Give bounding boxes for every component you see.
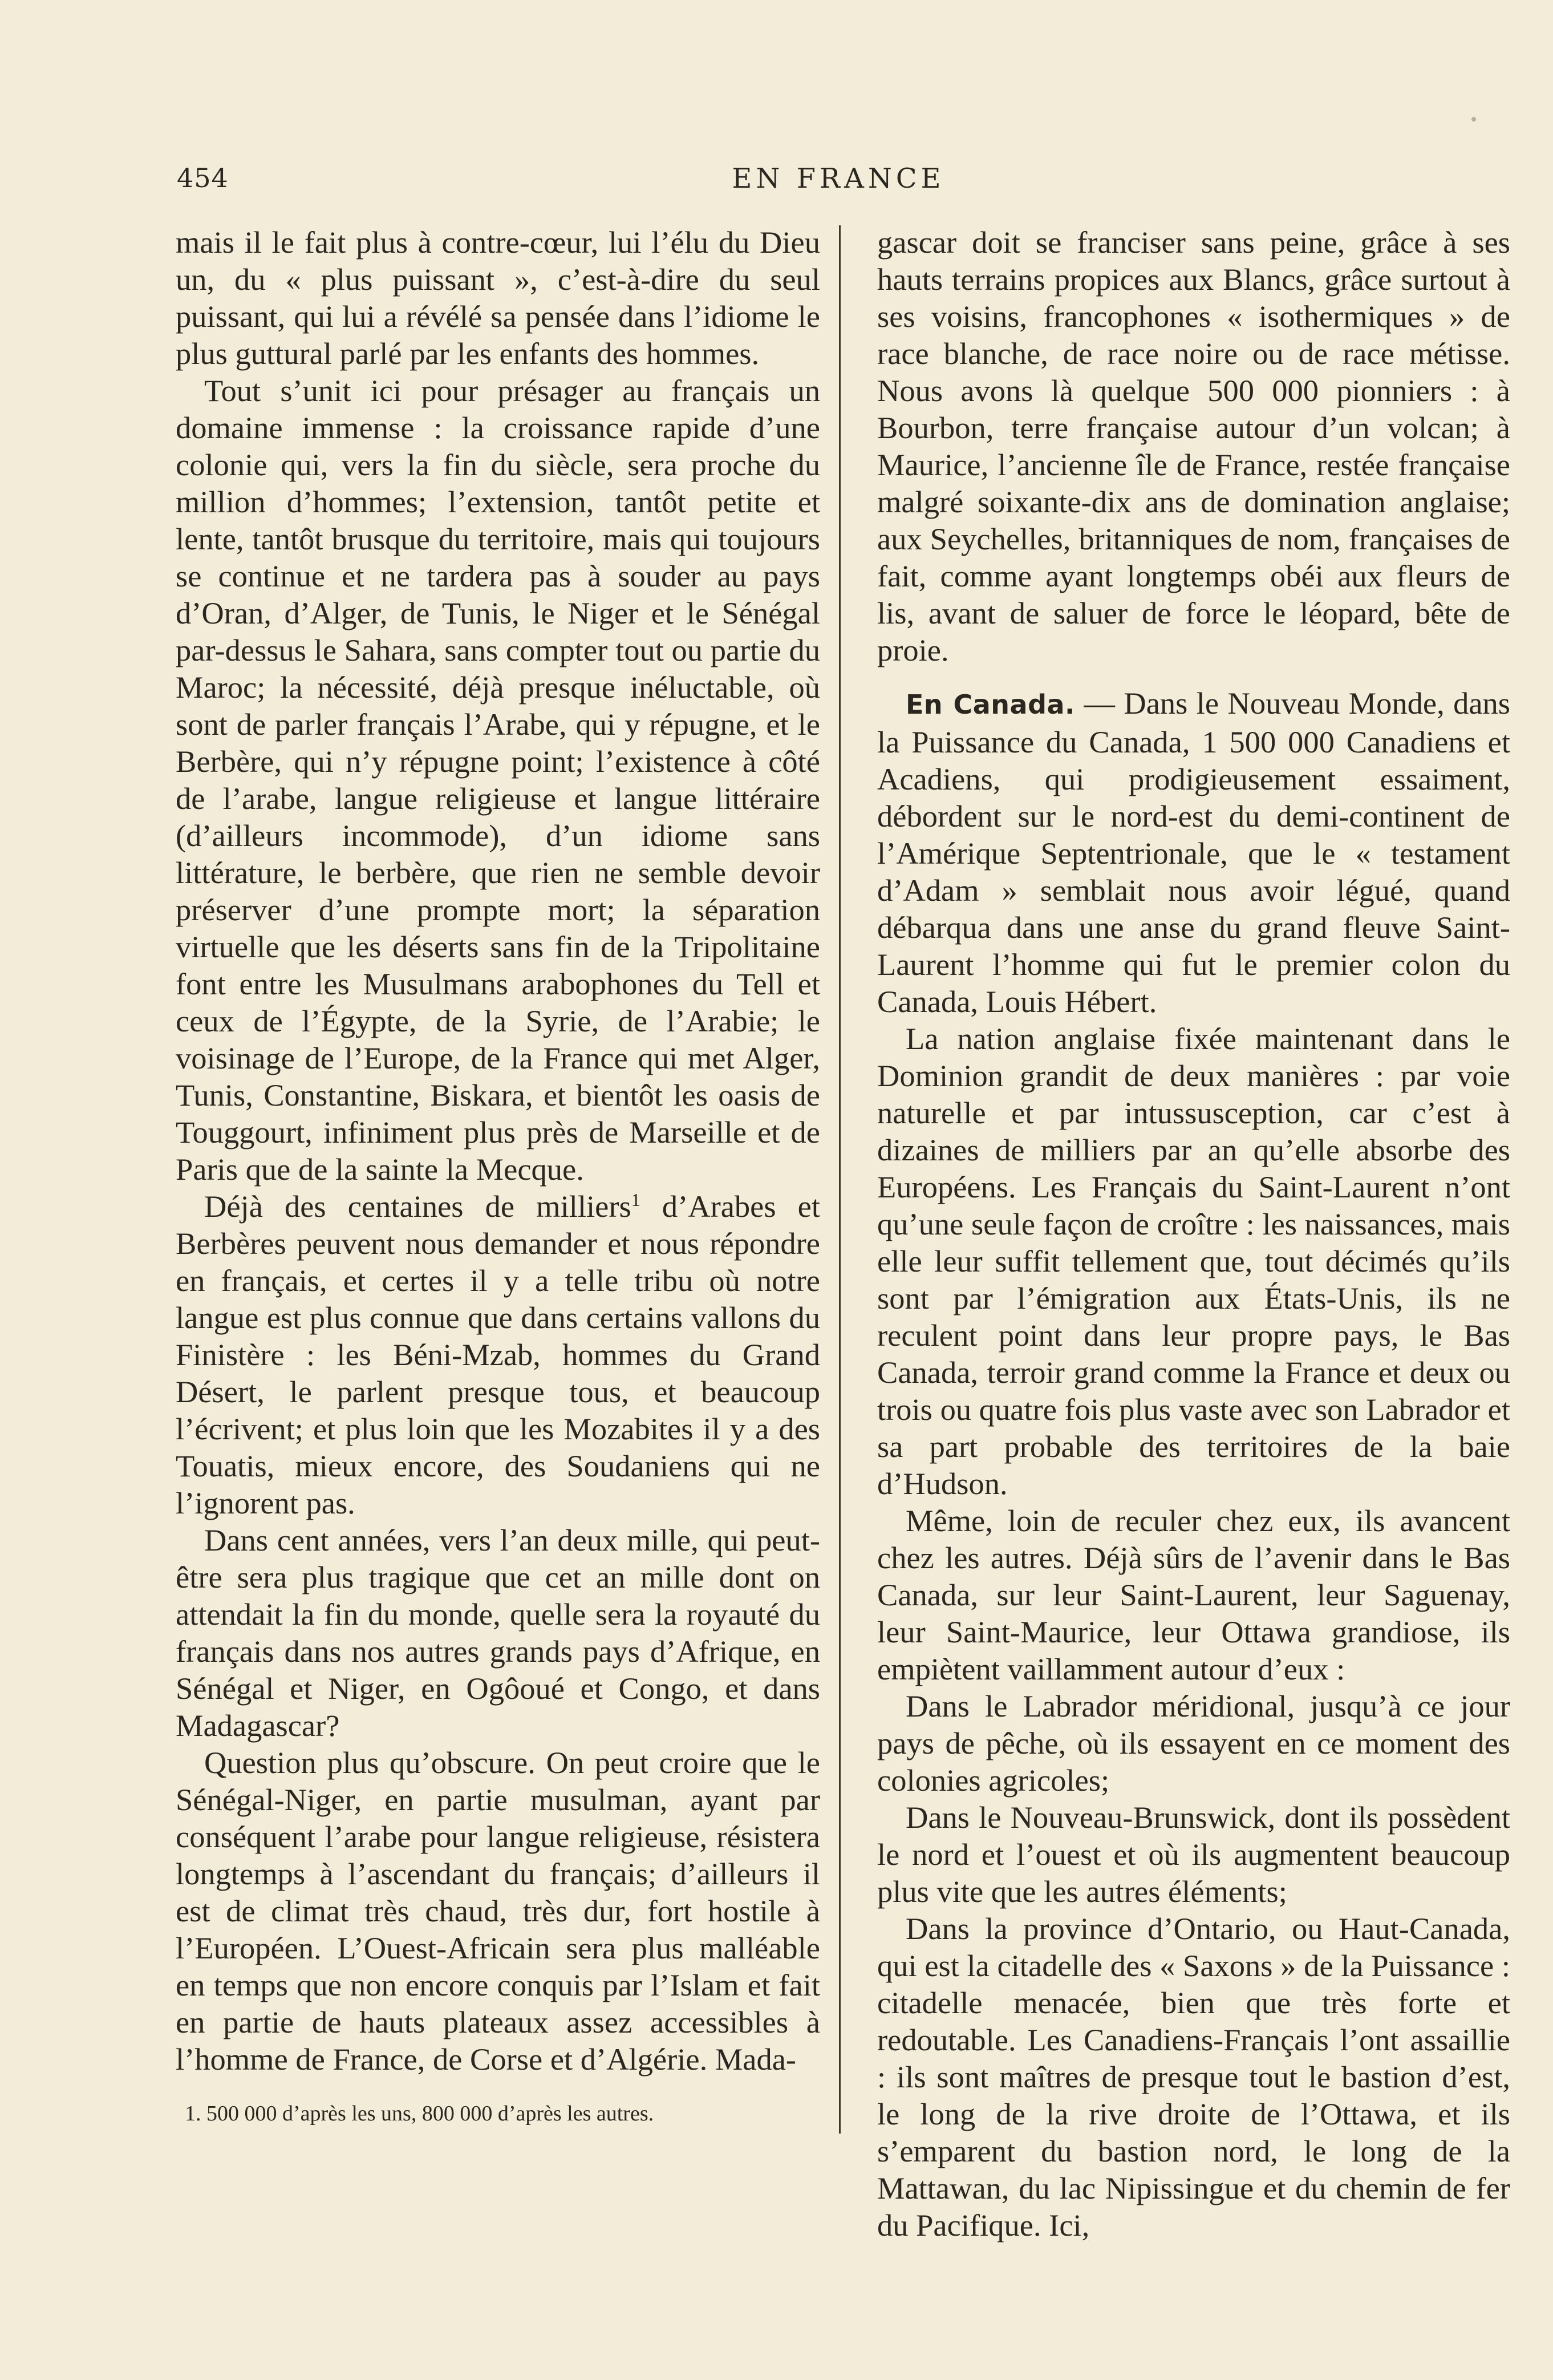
paragraph: Dans le Labrador méridional, jusqu’à ce jour pays de pêche, où ils essayent en ce moment des colonies agricoles; — [877, 1689, 1510, 1798]
paragraph-rest: d’Arabes et Berbères peuvent nous demander et nous répondre en français, et certes il y a telle tribu où notre langue est plus connue que dans certains vallons du Finistère : les Béni-Mzab, hommes du Grand Désert, le parlent presque tous, et beaucoup l’écrivent; et plus loin que les Mozabites il y a des Touatis, mieux encore, des Soudaniens qui ne l’ignorent pas. — [176, 1189, 821, 1520]
paragraph: gascar doit se franciser sans peine, grâce à ses hauts terrains propices aux Blancs, grâce surtout à ses voisins, francophones « isothermiques » de race blanche, de race noire ou de race métisse. Nous avons là quelque 500 000 pionniers : à Bourbon, terre française autour d’un volcan; à Maurice, l’ancienne île de France, restée française malgré soixante-dix ans de domination anglaise; aux Seychelles, britanniques de nom, françaises de fait, comme ayant longtemps obéi aux fleurs de lis, avant de saluer de force le léopard, bête de proie. — [877, 225, 1510, 667]
page-number: 454 — [177, 163, 229, 193]
paragraph: Dans cent années, vers l’an deux mille, qui peut-être sera plus tragique que cet an mille dont on attendait la fin du monde, quelle sera la royauté du français dans nos autres grands pays d’Afrique, en Sénégal et Niger, en Ogôoué et Congo, et dans Madagascar? — [176, 1523, 820, 1743]
paragraph: Tout s’unit ici pour présager au français un domaine immense : la croissance rapide d’une colonie qui, vers la fin du siècle, sera proche du million d’hommes; l’extension, tantôt petite et lente, tantôt brusque du territoire, mais qui toujours se continue et ne tardera pas à souder au pays d’Oran, d’Alger, de Tunis, le Niger et le Sénégal par-dessus le Sahara, sans compter tout ou partie du Maroc; la nécessité, déjà presque inéluctable, où sont de parler français l’Arabe, qui y répugne, et le Berbère, qui n’y répugne point; l’existence à côté de l’arabe, langue religieuse et langue littéraire (d’ailleurs incommode), d’un idiome sans littérature, le berbère, que rien ne semble devoir préserver d’une prompte mort; la séparation virtuelle que les déserts sans fin de la Tripolitaine font entre les Musulmans arabophones du Tell et ceux de l’Égypte, de la Syrie, de l’Arabie; le voisinage de l’Europe, de la France qui met Alger, Tunis, Constantine, Biskara, et bientôt les oasis de Touggourt, infiniment plus près de Marseille et de Paris que de la sainte la Mecque. — [176, 373, 820, 1187]
paragraph: Question plus qu’obscure. On peut croire que le Sénégal-Niger, en partie musulman, ayant par conséquent l’arabe pour langue religieuse, résistera longtemps à l’ascendant du français; d’ailleurs il est de climat très chaud, très dur, fort hostile à l’Européen. L’Ouest-Africain sera plus malléable en temps que non encore conquis par l’Islam et fait en partie de hauts plateaux assez accessibles à l’homme de France, de Corse et d’Algérie. Mada- — [176, 1745, 820, 2077]
running-head — [165, 157, 1511, 203]
footnote-text: 500 000 d’après les uns, 800 000 d’après les autres. — [206, 2102, 654, 2126]
running-title: EN FRANCE — [732, 163, 945, 195]
footnote — [176, 2099, 820, 2128]
paragraph-lead: Déjà des centaines de milliers — [204, 1189, 631, 1224]
right-column — [877, 224, 1510, 2244]
paragraph: La nation anglaise fixée maintenant dans le Dominion grandit de deux manières : par voie naturelle et par intussusception, car c’est à dizaines de milliers par an qu’elle absorbe des Européens. Les Français du Saint-Laurent n’ont qu’une seule façon de croître : les naissances, mais elle leur suffit tellement que, tout décimés qu’ils sont par l’émigration aux États-Unis, ils ne reculent point dans leur propre pays, le Bas Canada, terroir grand comme la France et deux ou trois ou quatre fois plus vaste avec son Labrador et sa part probable des territoires de la baie d’Hudson. — [877, 1021, 1510, 1501]
paragraph — [877, 685, 1510, 1020]
paragraph: Dans le Nouveau-Brunswick, dont ils possèdent le nord et l’ouest et où ils augmentent beaucoup plus vite que les autres éléments; — [877, 1800, 1510, 1909]
footnote-ref: 1 — [631, 1189, 640, 1210]
page-speck — [1471, 117, 1476, 122]
column-divider — [839, 225, 841, 2134]
paragraph-rest: — Dans le Nouveau Monde, dans la Puissance du Canada, 1 500 000 Canadiens et Acadiens, qui prodigieusement essaiment, débordent sur le nord-est du demi-continent de l’Amérique Septentrionale, que le « testament d’Adam » semblait nous avoir légué, quand débarqua dans une anse du grand fleuve Saint-Laurent l’homme qui fut le premier colon du Canada, Louis Hébert. — [877, 686, 1511, 1019]
footnote-number: 1. — [185, 2102, 201, 2126]
paragraph: Même, loin de reculer chez eux, ils avancent chez les autres. Déjà sûrs de l’avenir dans le Bas Canada, sur leur Saint-Laurent, leur Saguenay, leur Saint-Maurice, leur Ottawa grandiose, ils empiètent vaillamment autour d’eux : — [877, 1503, 1510, 1686]
paragraph: mais il le fait plus à contre-cœur, lui l’élu du Dieu un, du « plus puissant », c’est-à-dire du seul puissant, qui lui a révélé sa pensée dans l’idiome le plus guttural parlé par les enfants des hommes. — [176, 225, 820, 371]
paragraph — [176, 1188, 820, 1521]
section-title: En Canada. — [906, 689, 1076, 720]
left-column — [176, 224, 820, 2078]
paragraph: Dans la province d’Ontario, ou Haut-Canada, qui est la citadelle des « Saxons » de la Puissance : citadelle menacée, bien que très forte et redoutable. Les Canadiens-Français l’ont assaillie : ils sont maîtres de presque tout le bastion d’est, le long de la rive droite de l’Ottawa, et ils s’emparent du bastion nord, le long de la Mattawan, du lac Nipissingue et du chemin de fer du Pacifique. Ici, — [877, 1911, 1510, 2243]
